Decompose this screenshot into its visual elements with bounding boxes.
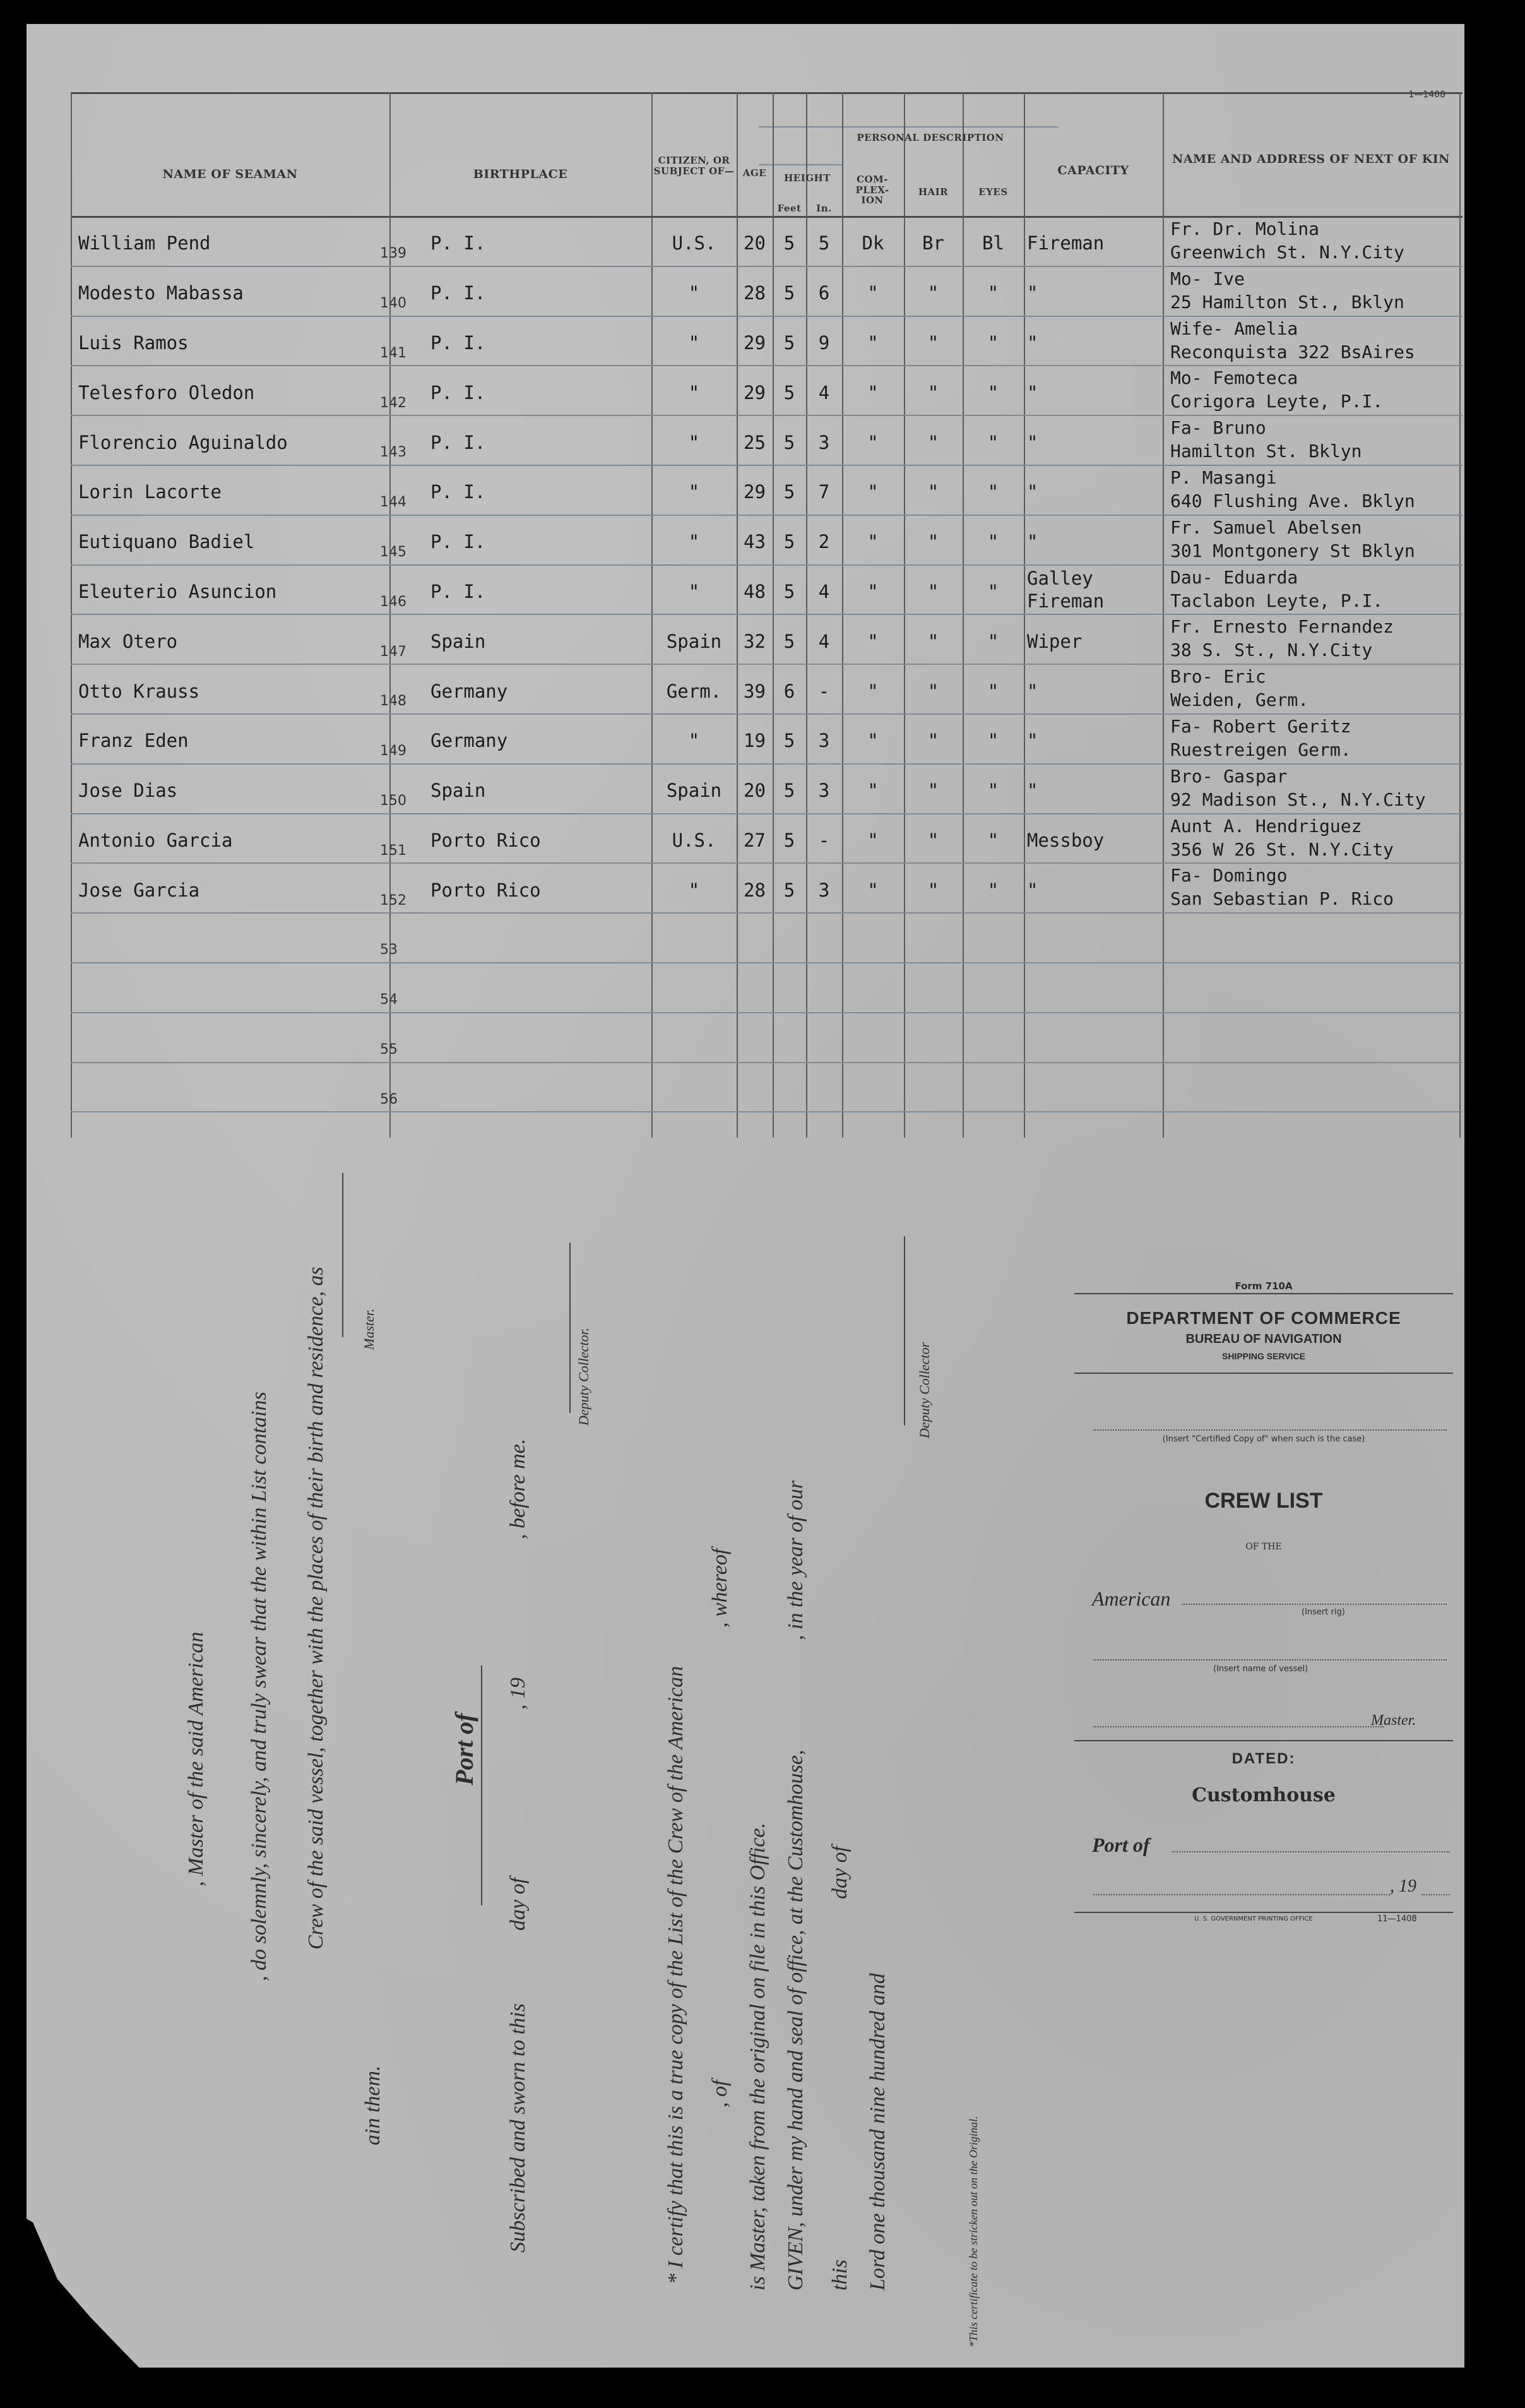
department-title: DEPARTMENT OF COMMERCE <box>1126 1308 1401 1328</box>
cert-line-1: , Master of the said American <box>184 1631 208 1886</box>
customhouse-label: Customhouse <box>1192 1784 1336 1806</box>
cell-hair: " <box>927 630 939 652</box>
cell-birth: P. I. <box>430 431 486 453</box>
header-age: AGE <box>742 167 767 179</box>
form-number-top: 1—1408 <box>1408 90 1445 100</box>
row-rule <box>71 465 1463 466</box>
form-number: Form 710A <box>1235 1280 1293 1292</box>
master-name-line <box>1093 1726 1384 1727</box>
cell-kin1: Aunt A. Hendriguez <box>1170 815 1362 837</box>
cell-age: 20 <box>744 232 766 254</box>
cell-eyes: " <box>987 680 999 702</box>
cell-age: 29 <box>744 381 766 403</box>
cell-name: Jose Garcia <box>78 879 200 901</box>
cover-master-label: Master. <box>1371 1712 1416 1729</box>
cell-comp: " <box>867 331 879 354</box>
cell-age: 39 <box>744 680 766 702</box>
header-capacity: CAPACITY <box>1057 164 1129 177</box>
cell-eyes: Bl <box>982 232 1004 254</box>
row-rule <box>71 1062 1463 1063</box>
cell-comp: " <box>867 481 879 503</box>
cell-name: William Pend <box>78 232 211 254</box>
deputy-collector-1: Deputy Collector. <box>576 1327 591 1426</box>
insert-copy-note: (Insert "Certified Copy of" when such is the case) <box>1162 1434 1365 1444</box>
row-rule <box>71 515 1463 516</box>
row-rule <box>71 813 1463 814</box>
header-feet: Feet <box>777 203 802 214</box>
cert-footnote: *This certificate to be stricken out on the Original. <box>967 2116 980 2347</box>
cell-eyes: " <box>987 381 999 403</box>
row-rule <box>71 912 1463 914</box>
cell-cit: " <box>688 481 700 503</box>
cell-name: Luis Ramos <box>78 331 189 354</box>
torn-corner <box>0 2203 164 2393</box>
cover-bottom-rule <box>1074 1912 1453 1913</box>
cell-ft: 5 <box>783 780 795 802</box>
header-kin: NAME AND ADDRESS OF NEXT OF KIN <box>1172 152 1450 166</box>
master-label: Master. <box>361 1308 377 1350</box>
cell-age: 48 <box>744 580 766 602</box>
of-label: , of <box>708 2080 732 2107</box>
this-label: this <box>828 2259 852 2291</box>
day-of-label: day of <box>506 1877 530 1931</box>
cell-name: Telesforo Oledon <box>78 381 255 403</box>
cell-comp: " <box>867 829 879 851</box>
port-line <box>1172 1851 1450 1852</box>
table-top-rule <box>71 92 1463 94</box>
date-line <box>1093 1894 1390 1895</box>
cell-cap: Fireman <box>1027 232 1105 254</box>
cell-ft: 5 <box>783 431 795 453</box>
cell-in: 3 <box>818 879 830 901</box>
cert-line-3: Crew of the said vessel, together with the places of their birth and residence, as <box>304 1267 328 1950</box>
cell-comp: " <box>867 580 879 602</box>
cell-num: 148 <box>380 693 406 710</box>
cell-cap: " <box>1027 331 1038 354</box>
cell-birth: Spain <box>430 780 486 802</box>
cover-block <box>1062 1280 1466 2152</box>
cell-birth: P. I. <box>430 531 486 553</box>
master-signature-line <box>342 1173 343 1337</box>
cell-num: 141 <box>380 345 406 361</box>
cell-in: - <box>818 680 830 702</box>
cell-kin2: Weiden, Germ. <box>1170 689 1309 711</box>
personal-rule <box>759 126 1059 128</box>
cell-cap: " <box>1027 730 1038 752</box>
cell-in: 7 <box>818 481 830 503</box>
cell-eyes: " <box>987 531 999 553</box>
cell-in: 3 <box>818 431 830 453</box>
insert-rig-note: (Insert rig) <box>1302 1607 1345 1617</box>
cell-in: 5 <box>818 232 830 254</box>
cover-rule-3 <box>1074 1740 1453 1741</box>
row-rule <box>71 266 1463 267</box>
insert-name-note: (Insert name of vessel) <box>1213 1664 1308 1674</box>
cell-num: 150 <box>380 793 406 809</box>
before-me-label: , before me. <box>506 1438 530 1539</box>
row-rule <box>71 1012 1463 1013</box>
cell-kin2: 38 S. St., N.Y.City <box>1170 640 1373 661</box>
cell-cit: U.S. <box>672 829 716 851</box>
cell-comp: " <box>867 680 879 702</box>
cell-hair: " <box>927 680 939 702</box>
cell-kin2: Taclabon Leyte, P.I. <box>1170 590 1384 611</box>
port-blank-line <box>481 1666 482 1905</box>
cell-cit: " <box>688 331 700 354</box>
cell-ft: 5 <box>783 630 795 652</box>
cell-comp: " <box>867 531 879 553</box>
cell-hair: " <box>927 730 939 752</box>
cell-cit: Spain <box>666 630 722 652</box>
cell-cit: Germ. <box>666 680 722 702</box>
cell-num: 147 <box>380 643 406 660</box>
cell-eyes: " <box>987 331 999 354</box>
cell-cap: " <box>1027 282 1038 304</box>
cell-age: 29 <box>744 331 766 354</box>
cell-ft: 5 <box>783 879 795 901</box>
cell-hair: " <box>927 780 939 802</box>
deputy-signature-line-2 <box>904 1236 905 1426</box>
cell-in: 9 <box>818 331 830 354</box>
cell-in: 4 <box>818 381 830 403</box>
cell-comp: " <box>867 879 879 901</box>
cell-cap: Wiper <box>1027 630 1083 652</box>
cell-ft: 5 <box>783 481 795 503</box>
cell-age: 19 <box>744 730 766 752</box>
cell-kin1: Fa- Domingo <box>1170 865 1288 886</box>
cell-num: 56 <box>380 1091 398 1107</box>
cell-kin1: Fr. Ernesto Fernandez <box>1170 616 1394 638</box>
cell-kin1: Fr. Samuel Abelsen <box>1170 516 1362 538</box>
deputy-collector-2: Deputy Collector <box>917 1342 932 1438</box>
print-number: 11—1408 <box>1377 1914 1417 1924</box>
cell-num: 54 <box>380 992 398 1008</box>
header-complexion: COM- PLEX- ION <box>855 174 889 206</box>
cell-birth: P. I. <box>430 232 486 254</box>
cell-num: 151 <box>380 842 406 859</box>
lord-line: Lord one thousand nine hundred and <box>866 1973 889 2291</box>
cell-kin2: Greenwich St. N.Y.City <box>1170 242 1404 263</box>
cell-cap: " <box>1027 780 1038 802</box>
row-rule <box>71 564 1463 566</box>
header-hair: HAIR <box>918 186 949 198</box>
cell-eyes: " <box>987 730 999 752</box>
cell-hair: Br <box>922 232 944 254</box>
header-personal: PERSONAL DESCRIPTION <box>857 132 1004 143</box>
cell-kin1: P. Masangi <box>1170 467 1277 488</box>
cell-comp: " <box>867 431 879 453</box>
cell-name: Eleuterio Asuncion <box>78 580 277 602</box>
cell-kin1: Fa- Bruno <box>1170 417 1266 439</box>
cell-num: 152 <box>380 892 406 909</box>
cell-eyes: " <box>987 431 999 453</box>
row-rule <box>71 713 1463 715</box>
in-year-label: , in the year of our <box>784 1480 807 1640</box>
cell-ft: 5 <box>783 829 795 851</box>
subscribed-line: Subscribed and sworn to this <box>506 2003 530 2253</box>
cell-cit: U.S. <box>672 232 716 254</box>
cell-hair: " <box>927 381 939 403</box>
cert-line-4: ain them. <box>361 2065 384 2145</box>
cell-cap: " <box>1027 531 1038 553</box>
cell-in: - <box>818 829 830 851</box>
table-bottom-rule <box>71 1111 1463 1112</box>
cell-name: Lorin Lacorte <box>78 481 222 503</box>
row-rule <box>71 365 1463 366</box>
height-rule <box>759 164 842 165</box>
cell-birth: Spain <box>430 630 486 652</box>
row-rule <box>71 962 1463 963</box>
header-birthplace: BIRTHPLACE <box>473 167 568 181</box>
cell-in: 6 <box>818 282 830 304</box>
cell-birth: Porto Rico <box>430 879 541 901</box>
cell-cit: " <box>688 531 700 553</box>
cell-hair: " <box>927 580 939 602</box>
cell-num: 53 <box>380 942 398 958</box>
cell-eyes: " <box>987 829 999 851</box>
cell-kin1: Bro- Eric <box>1170 666 1266 688</box>
cell-in: 4 <box>818 630 830 652</box>
cell-num: 139 <box>380 246 406 262</box>
cell-in: 3 <box>818 730 830 752</box>
cell-comp: " <box>867 282 879 304</box>
cell-age: 32 <box>744 630 766 652</box>
header-name: NAME OF SEAMAN <box>162 167 298 181</box>
cell-ft: 5 <box>783 282 795 304</box>
cell-eyes: " <box>987 780 999 802</box>
cell-birth: P. I. <box>430 481 486 503</box>
cell-comp: " <box>867 630 879 652</box>
rig-line <box>1182 1604 1447 1605</box>
cell-eyes: " <box>987 282 999 304</box>
cell-kin2: Corigora Leyte, P.I. <box>1170 391 1384 412</box>
cell-birth: Germany <box>430 680 508 702</box>
cell-name: Florencio Aguinaldo <box>78 431 288 453</box>
cell-hair: " <box>927 829 939 851</box>
cell-ft: 5 <box>783 531 795 553</box>
certification-block <box>153 1160 980 2360</box>
row-rule <box>71 763 1463 765</box>
cell-kin1: Fr. Dr. Molina <box>1170 218 1320 239</box>
cell-num: 142 <box>380 395 406 411</box>
is-master-line: is Master, taken from the original on file in this Office. <box>746 1822 769 2291</box>
given-line: GIVEN, under my hand and seal of office, at the Customhouse, <box>784 1749 807 2291</box>
vessel-name-line <box>1093 1659 1447 1660</box>
cell-kin2: Ruestreigen Germ. <box>1170 739 1351 760</box>
cell-comp: " <box>867 730 879 752</box>
cell-ft: 5 <box>783 381 795 403</box>
cell-eyes: " <box>987 879 999 901</box>
row-rule <box>71 862 1463 864</box>
cell-age: 28 <box>744 282 766 304</box>
cell-kin1: Mo- Femoteca <box>1170 367 1298 389</box>
cell-kin2: Hamilton St. Bklyn <box>1170 441 1362 462</box>
cell-name: Jose Dias <box>78 780 178 802</box>
cell-kin2: 301 Montgonery St Bklyn <box>1170 540 1415 561</box>
cell-hair: " <box>927 431 939 453</box>
header-citizen: CITIZEN, OR SUBJECT OF— <box>653 155 735 177</box>
row-rule <box>71 614 1463 615</box>
header-inches: In. <box>816 203 832 214</box>
year-line <box>1421 1894 1450 1895</box>
cell-cit: " <box>688 431 700 453</box>
cell-name: Eutiquano Badiel <box>78 531 255 553</box>
cell-birth: Porto Rico <box>430 829 541 851</box>
cell-name: Modesto Mabassa <box>78 282 244 304</box>
certified-copy-line <box>1093 1429 1447 1431</box>
cell-kin1: Fa- Robert Geritz <box>1170 716 1351 737</box>
cell-cap: " <box>1027 431 1038 453</box>
cell-num: 144 <box>380 494 406 511</box>
year-19-label: , 19 <box>506 1678 530 1710</box>
cell-eyes: " <box>987 580 999 602</box>
cell-num: 146 <box>380 593 406 610</box>
cell-kin1: Dau- Eduarda <box>1170 566 1298 588</box>
cell-kin1: Mo- Ive <box>1170 268 1245 289</box>
cell-in: 2 <box>818 531 830 553</box>
cell-name: Franz Eden <box>78 730 189 752</box>
whereof-label: , whereof <box>708 1548 732 1628</box>
cell-birth: P. I. <box>430 282 486 304</box>
crew-list-title: CREW LIST <box>1204 1489 1323 1513</box>
cell-hair: " <box>927 879 939 901</box>
cell-age: 28 <box>744 879 766 901</box>
service-title: SHIPPING SERVICE <box>1221 1351 1305 1361</box>
cell-birth: P. I. <box>430 580 486 602</box>
cell-ft: 5 <box>783 580 795 602</box>
cell-kin2: San Sebastian P. Rico <box>1170 888 1394 910</box>
cell-cap: Messboy <box>1027 829 1105 851</box>
cell-birth: Germany <box>430 730 508 752</box>
certify-line: * I certify that this is a true copy of the List of the Crew of the American <box>664 1666 687 2284</box>
cell-kin2: Reconquista 322 BsAires <box>1170 341 1415 362</box>
cell-comp: " <box>867 780 879 802</box>
bureau-title: BUREAU OF NAVIGATION <box>1185 1332 1342 1346</box>
cell-kin2: 640 Flushing Ave. Bklyn <box>1170 491 1415 511</box>
cell-hair: " <box>927 531 939 553</box>
cell-ft: 5 <box>783 331 795 354</box>
cell-age: 27 <box>744 829 766 851</box>
cell-cap: " <box>1027 680 1038 702</box>
cell-age: 25 <box>744 431 766 453</box>
cell-kin2: 356 W 26 St. N.Y.City <box>1170 838 1394 860</box>
cell-comp: Dk <box>862 232 884 254</box>
cell-kin1: Bro- Gaspar <box>1170 765 1288 787</box>
cell-age: 29 <box>744 481 766 503</box>
port-of-label: Port of <box>450 1713 478 1785</box>
day-of-label-2: day of <box>828 1845 852 1899</box>
cell-age: 20 <box>744 780 766 802</box>
cell-cap: " <box>1027 879 1038 901</box>
cell-cit: Spain <box>666 780 722 802</box>
header-bottom-rule <box>71 216 1463 218</box>
cell-cap: " <box>1027 481 1038 503</box>
cell-cap: " <box>1027 381 1038 403</box>
row-rule <box>71 415 1463 416</box>
printing-office: U. S. GOVERNMENT PRINTING OFFICE <box>1194 1916 1313 1922</box>
cell-name: Max Otero <box>78 630 178 652</box>
cell-age: 43 <box>744 531 766 553</box>
cell-num: 143 <box>380 444 406 461</box>
cell-kin2: 92 Madison St., N.Y.City <box>1170 789 1426 810</box>
cell-hair: " <box>927 331 939 354</box>
cert-line-2: , do solemnly, sincerely, and truly swear that the within List contains <box>247 1392 271 1981</box>
cell-in: 4 <box>818 580 830 602</box>
cell-hair: " <box>927 481 939 503</box>
cover-top-rule <box>1074 1293 1453 1294</box>
cell-ft: 6 <box>783 680 795 702</box>
cell-name: Otto Krauss <box>78 680 200 702</box>
cell-eyes: " <box>987 630 999 652</box>
cover-rule-2 <box>1074 1373 1453 1374</box>
cell-ft: 5 <box>783 232 795 254</box>
cell-comp: " <box>867 381 879 403</box>
header-height: HEIGHT <box>784 172 831 184</box>
cell-num: 149 <box>380 743 406 760</box>
cell-ft: 5 <box>783 730 795 752</box>
cell-cit: " <box>688 381 700 403</box>
cell-in: 3 <box>818 780 830 802</box>
cover-year-label: , 19 <box>1390 1876 1416 1896</box>
cell-name: Antonio Garcia <box>78 829 233 851</box>
crew-table <box>71 92 1463 1138</box>
cell-kin2: 25 Hamilton St., Bklyn <box>1170 291 1404 313</box>
cell-cit: " <box>688 879 700 901</box>
cell-cit: " <box>688 282 700 304</box>
cell-num: 140 <box>380 295 406 312</box>
american-label: American <box>1092 1587 1171 1610</box>
cell-cit: " <box>688 580 700 602</box>
crew-list-sheet <box>27 24 1464 2368</box>
cell-kin1: Wife- Amelia <box>1170 318 1298 339</box>
dated-label: DATED: <box>1231 1750 1296 1767</box>
cell-num: 55 <box>380 1042 398 1058</box>
cover-port-of-label: Port of <box>1092 1833 1150 1856</box>
row-rule <box>71 664 1463 665</box>
cell-num: 145 <box>380 544 406 561</box>
cell-cap: Galley Fireman <box>1027 567 1105 612</box>
cell-birth: P. I. <box>430 331 486 354</box>
of-the-label: OF THE <box>1245 1542 1282 1552</box>
cell-hair: " <box>927 282 939 304</box>
row-rule <box>71 316 1463 317</box>
cell-birth: P. I. <box>430 381 486 403</box>
cell-cit: " <box>688 730 700 752</box>
header-eyes: EYES <box>978 186 1008 198</box>
cell-eyes: " <box>987 481 999 503</box>
deputy-signature-line-1 <box>569 1243 571 1413</box>
